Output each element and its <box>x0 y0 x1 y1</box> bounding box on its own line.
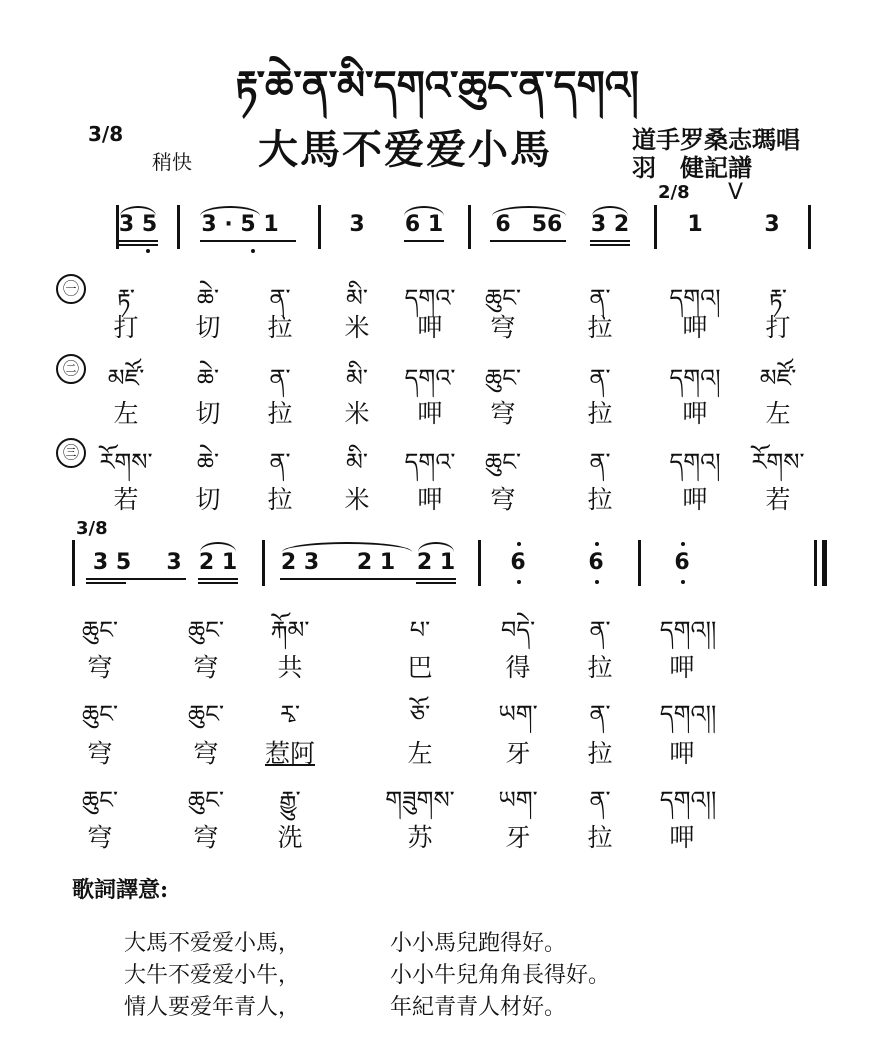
beam <box>416 582 456 584</box>
chinese-syllable: 牙 <box>505 739 531 768</box>
chinese-syllable: 呷 <box>417 399 443 428</box>
tibetan-syllable: གཟུགས་ <box>385 786 455 814</box>
tibetan-syllable: རོགས་ <box>751 448 805 476</box>
chinese-syllable: 若 <box>765 485 791 514</box>
beam <box>590 240 630 242</box>
tibetan-syllable: ན་ <box>589 448 611 476</box>
tibetan-syllable: ཆུང་ <box>188 786 224 814</box>
chinese-syllable: 呷 <box>669 823 695 852</box>
note: 6 <box>510 550 526 575</box>
verse-marker: ㊀ <box>56 274 86 304</box>
tibetan-syllable: རྟ་ <box>769 284 787 312</box>
chinese-syllable: 洗 <box>277 823 303 852</box>
tibetan-syllable: དགའ། <box>669 364 721 392</box>
breath-mark: V <box>728 180 744 205</box>
chinese-syllable: 左 <box>113 399 139 428</box>
slur <box>418 542 454 552</box>
chinese-syllable: 共 <box>277 653 303 682</box>
chinese-syllable: 拉 <box>587 739 613 768</box>
beam <box>198 582 238 584</box>
chinese-syllable: 呷 <box>682 399 708 428</box>
note: 3 5 <box>118 212 158 237</box>
chinese-syllable: 巴 <box>407 653 433 682</box>
chinese-syllable: 打 <box>113 313 139 342</box>
barline <box>468 205 471 249</box>
chinese-syllable: 拉 <box>587 485 613 514</box>
beam <box>404 240 444 242</box>
verse-marker: ㊂ <box>56 438 86 468</box>
tibetan-syllable: རོགས་ <box>99 448 153 476</box>
barline <box>177 205 180 249</box>
note: 6 <box>674 550 690 575</box>
slur <box>200 542 236 552</box>
octave-dot <box>681 580 685 584</box>
chinese-syllable: 拉 <box>587 823 613 852</box>
beam <box>198 578 238 580</box>
singer-credit: 道手罗桑志瑪唱 <box>632 125 800 154</box>
chinese-syllable: 呷 <box>669 653 695 682</box>
beam <box>280 578 456 580</box>
chinese-syllable: 切 <box>195 485 221 514</box>
tibetan-syllable: མཛོ་ <box>759 364 797 392</box>
tibetan-syllable: ཆུང་ <box>485 364 521 392</box>
tibetan-syllable: དགའ།། <box>659 786 717 814</box>
slur <box>120 206 156 216</box>
tibetan-syllable: དགའ། <box>669 448 721 476</box>
tibetan-syllable: ན་ <box>269 448 291 476</box>
chinese-syllable: 切 <box>195 399 221 428</box>
octave-dot <box>681 542 685 546</box>
slur <box>592 206 628 216</box>
barline <box>478 540 481 586</box>
chinese-syllable: 呷 <box>682 485 708 514</box>
tibetan-syllable: ཅོ་ <box>409 700 431 728</box>
tibetan-syllable: དགའ།། <box>659 700 717 728</box>
translation-line: 大牛不爱爱小牛， <box>124 963 301 988</box>
note: 2 1 <box>416 550 456 575</box>
chinese-syllable: 拉 <box>587 653 613 682</box>
tibetan-syllable: ཆུང་ <box>82 616 118 644</box>
octave-dot <box>146 249 150 253</box>
chinese-syllable: 呷 <box>682 313 708 342</box>
tibetan-syllable: ཆུང་ <box>82 786 118 814</box>
tibetan-syllable: པ་ <box>409 616 431 644</box>
tibetan-syllable: ཆེ་ <box>196 364 220 392</box>
chinese-syllable: 苏 <box>407 823 433 852</box>
note: 3 2 <box>590 212 630 237</box>
tibetan-syllable: ཆུང་ <box>485 284 521 312</box>
translation-line: 大馬不爱爱小馬， <box>124 931 301 956</box>
tibetan-syllable: ན་ <box>589 364 611 392</box>
chinese-syllable: 穹 <box>87 653 113 682</box>
tibetan-title: རྟ་ཆེ་ན་མི་དགའ་ཆུང་ན་དགའ། <box>235 62 639 109</box>
chinese-syllable: 左 <box>407 739 433 768</box>
chinese-syllable: 米 <box>344 485 370 514</box>
song-title: 大馬不爱爱小馬 <box>258 126 552 173</box>
chinese-syllable: 拉 <box>267 485 293 514</box>
translation-heading: 歌詞譯意: <box>72 877 169 903</box>
octave-dot <box>595 580 599 584</box>
note: 6 <box>495 212 511 237</box>
note: 3 5 <box>92 550 132 575</box>
tibetan-syllable: ན་ <box>269 364 291 392</box>
chinese-syllable: 穹 <box>193 653 219 682</box>
tibetan-syllable: ཆུང་ <box>82 700 118 728</box>
time-signature: 3/8 <box>88 122 124 146</box>
tibetan-syllable: དགའ་ <box>404 284 456 312</box>
tibetan-syllable: བདེ་ <box>500 616 536 644</box>
final-barline <box>822 540 827 586</box>
beam <box>200 240 296 242</box>
note: 1 <box>687 212 703 237</box>
translation-line: 小小牛兒角角長得好。 <box>390 963 611 988</box>
tibetan-syllable: མི་ <box>346 448 368 476</box>
barline <box>318 205 321 249</box>
note: 6 <box>588 550 604 575</box>
note: 2 3 <box>280 550 320 575</box>
barline <box>262 540 265 586</box>
chinese-syllable: 呷 <box>669 739 695 768</box>
translation-line: 情人要爱年青人， <box>124 995 301 1020</box>
note: 2 1 <box>356 550 396 575</box>
chinese-syllable: 打 <box>765 313 791 342</box>
tibetan-syllable: མི་ <box>346 284 368 312</box>
chinese-syllable: 穹 <box>490 313 516 342</box>
note: 3 <box>166 550 182 575</box>
tibetan-syllable: རྭ་ <box>280 700 300 728</box>
chinese-syllable: 穹 <box>193 739 219 768</box>
note: 3 <box>349 212 365 237</box>
tibetan-syllable: ན་ <box>589 284 611 312</box>
barline <box>638 540 641 586</box>
note: 6 1 <box>404 212 444 237</box>
chinese-syllable: 拉 <box>587 313 613 342</box>
barline <box>72 540 75 586</box>
note: 2 1 <box>198 550 238 575</box>
translation-line: 年紀青青人材好。 <box>390 995 567 1020</box>
translation-line: 小小馬兒跑得好。 <box>390 931 567 956</box>
chinese-syllable: 米 <box>344 399 370 428</box>
beam <box>118 244 158 246</box>
tibetan-syllable: ཡག་ <box>498 786 538 814</box>
note: 3 <box>764 212 780 237</box>
chinese-syllable: 拉 <box>267 313 293 342</box>
note: 56 <box>531 212 563 237</box>
chinese-syllable: 拉 <box>267 399 293 428</box>
tibetan-syllable: ན་ <box>589 616 611 644</box>
tibetan-syllable: རྐོམ་ <box>270 616 310 644</box>
tibetan-syllable: མཛོ་ <box>107 364 145 392</box>
barline <box>814 540 817 586</box>
tibetan-syllable: ན་ <box>589 700 611 728</box>
chinese-syllable: 穹 <box>87 823 113 852</box>
beam <box>118 240 158 242</box>
tibetan-syllable: ཆེ་ <box>196 284 220 312</box>
beam <box>86 582 126 584</box>
tibetan-syllable: ན་ <box>269 284 291 312</box>
chinese-syllable: 切 <box>195 313 221 342</box>
chinese-syllable: 得 <box>505 653 531 682</box>
beam <box>490 240 566 242</box>
chinese-syllable: 惹阿 <box>264 739 316 768</box>
chinese-syllable: 呷 <box>417 313 443 342</box>
chinese-syllable: 穹 <box>193 823 219 852</box>
tibetan-syllable: རྒྱུ་ <box>279 786 301 814</box>
meter-change-2: 3/8 <box>76 518 108 539</box>
tibetan-syllable: ཆེ་ <box>196 448 220 476</box>
octave-dot <box>251 249 255 253</box>
note: 3 · 5 1 <box>201 212 279 237</box>
tibetan-syllable: དགའ།། <box>659 616 717 644</box>
chinese-syllable: 若 <box>113 485 139 514</box>
tibetan-syllable: ཆུང་ <box>188 700 224 728</box>
chinese-syllable: 穹 <box>490 399 516 428</box>
slur <box>492 206 566 216</box>
tibetan-syllable: མི་ <box>346 364 368 392</box>
octave-dot <box>517 542 521 546</box>
tibetan-syllable: དགའ་ <box>404 448 456 476</box>
tibetan-syllable: དགའ་ <box>404 364 456 392</box>
chinese-syllable: 米 <box>344 313 370 342</box>
tibetan-syllable: ཆུང་ <box>188 616 224 644</box>
chinese-syllable: 穹 <box>87 739 113 768</box>
octave-dot <box>595 542 599 546</box>
chinese-syllable: 呷 <box>417 485 443 514</box>
tibetan-syllable: ཡག་ <box>498 700 538 728</box>
chinese-syllable: 牙 <box>505 823 531 852</box>
chinese-syllable: 穹 <box>490 485 516 514</box>
barline <box>654 205 657 249</box>
tibetan-syllable: རྟ་ <box>117 284 135 312</box>
tibetan-syllable: དགའ། <box>669 284 721 312</box>
beam <box>590 244 630 246</box>
tibetan-syllable: ཆུང་ <box>485 448 521 476</box>
octave-dot <box>517 580 521 584</box>
chinese-syllable: 左 <box>765 399 791 428</box>
beam <box>86 578 186 580</box>
chinese-syllable: 拉 <box>587 399 613 428</box>
tibetan-syllable: ན་ <box>589 786 611 814</box>
verse-marker: ㊁ <box>56 354 86 384</box>
slur <box>404 206 444 216</box>
slur <box>282 542 412 552</box>
slur <box>200 206 260 216</box>
meter-change-1: 2/8 <box>658 182 690 203</box>
barline <box>808 205 811 249</box>
notator-credit: 羽 健記譜 <box>632 153 752 182</box>
tempo-marking: 稍快 <box>152 150 192 174</box>
